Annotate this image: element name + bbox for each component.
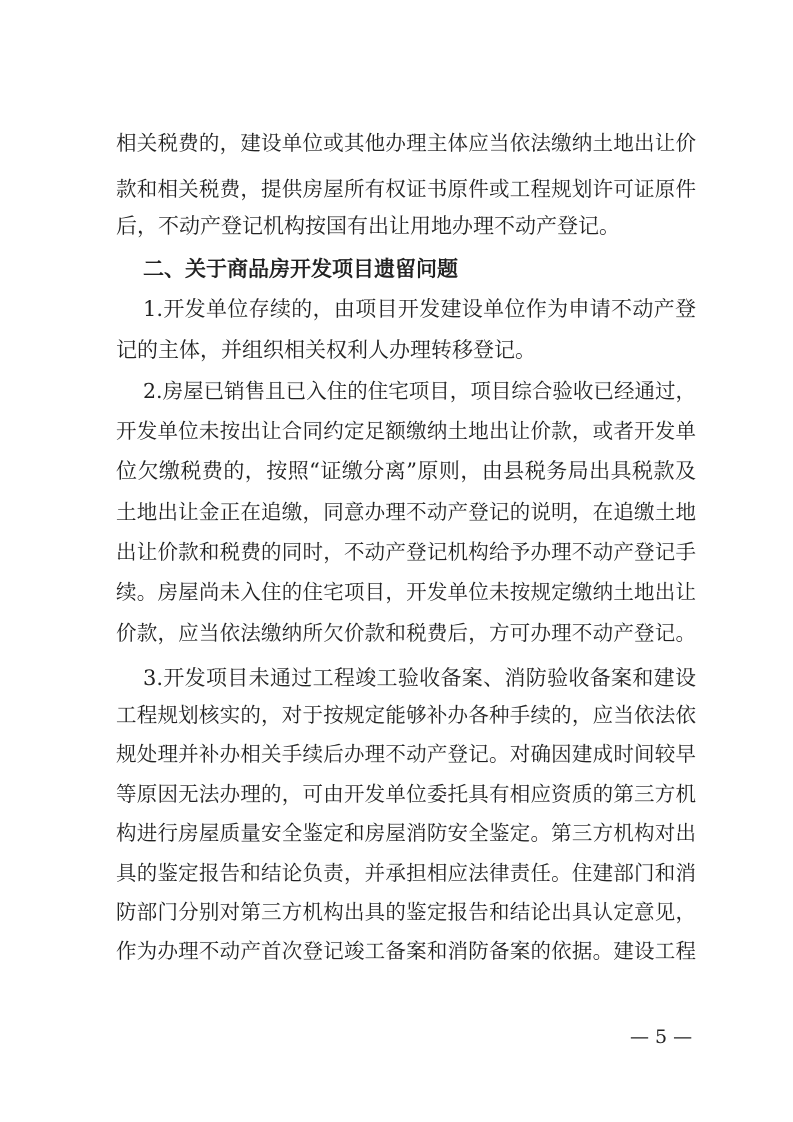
page-number: — 5 — bbox=[630, 1026, 693, 1048]
body-text-line: 位欠缴税费的，按照“证缴分离”原则，由县税务局出具税款及 bbox=[116, 459, 696, 483]
body-text-line: 构进行房屋质量安全鉴定和房屋消防安全鉴定。第三方机构对出 bbox=[116, 821, 696, 845]
body-text-line: 土地出让金正在追缴，同意办理不动产登记的说明，在追缴土地 bbox=[116, 500, 696, 524]
body-text-line: 价款，应当依法缴纳所欠价款和税费后，方可办理不动产登记。 bbox=[116, 621, 696, 645]
body-text-line: 记的主体，并组织相关权利人办理转移登记。 bbox=[116, 338, 536, 362]
body-text-line: 作为办理不动产首次登记竣工备案和消防备案的依据。建设工程 bbox=[116, 939, 696, 963]
body-text-line: 具的鉴定报告和结论负责，并承担相应法律责任。住建部门和消 bbox=[116, 861, 696, 885]
body-text-line: 款和相关税费，提供房屋所有权证书原件或工程规划许可证原件 bbox=[116, 177, 696, 201]
body-text-line: 工程规划核实的，对于按规定能够补办各种手续的，应当依法依 bbox=[116, 703, 696, 727]
body-text-line: 续。房屋尚未入住的住宅项目，开发单位未按规定缴纳土地出让 bbox=[116, 580, 696, 604]
section-heading: 二、关于商品房开发项目遗留问题 bbox=[143, 256, 458, 281]
body-text-line: 后，不动产登记机构按国有出让用地办理不动产登记。 bbox=[116, 214, 620, 238]
body-text-line: 2.房屋已销售且已入住的住宅项目，项目综合验收已经通过， bbox=[143, 379, 696, 403]
body-text-line: 防部门分别对第三方机构出具的鉴定报告和结论出具认定意见， bbox=[116, 900, 696, 924]
body-text-line: 等原因无法办理的，可由开发单位委托具有相应资质的第三方机 bbox=[116, 782, 696, 806]
body-text-line: 开发单位未按出让合同约定足额缴纳土地出让价款，或者开发单 bbox=[116, 419, 696, 443]
body-text-line: 1.开发单位存续的，由项目开发建设单位作为申请不动产登 bbox=[143, 297, 696, 321]
body-text-line: 3.开发项目未通过工程竣工验收备案、消防验收备案和建设 bbox=[143, 666, 696, 690]
body-text-line: 出让价款和税费的同时，不动产登记机构给予办理不动产登记手 bbox=[116, 540, 696, 564]
body-text-line: 相关税费的，建设单位或其他办理主体应当依法缴纳土地出让价 bbox=[116, 131, 696, 155]
body-text-line: 规处理并补办相关手续后办理不动产登记。对确因建成时间较早 bbox=[116, 742, 696, 766]
